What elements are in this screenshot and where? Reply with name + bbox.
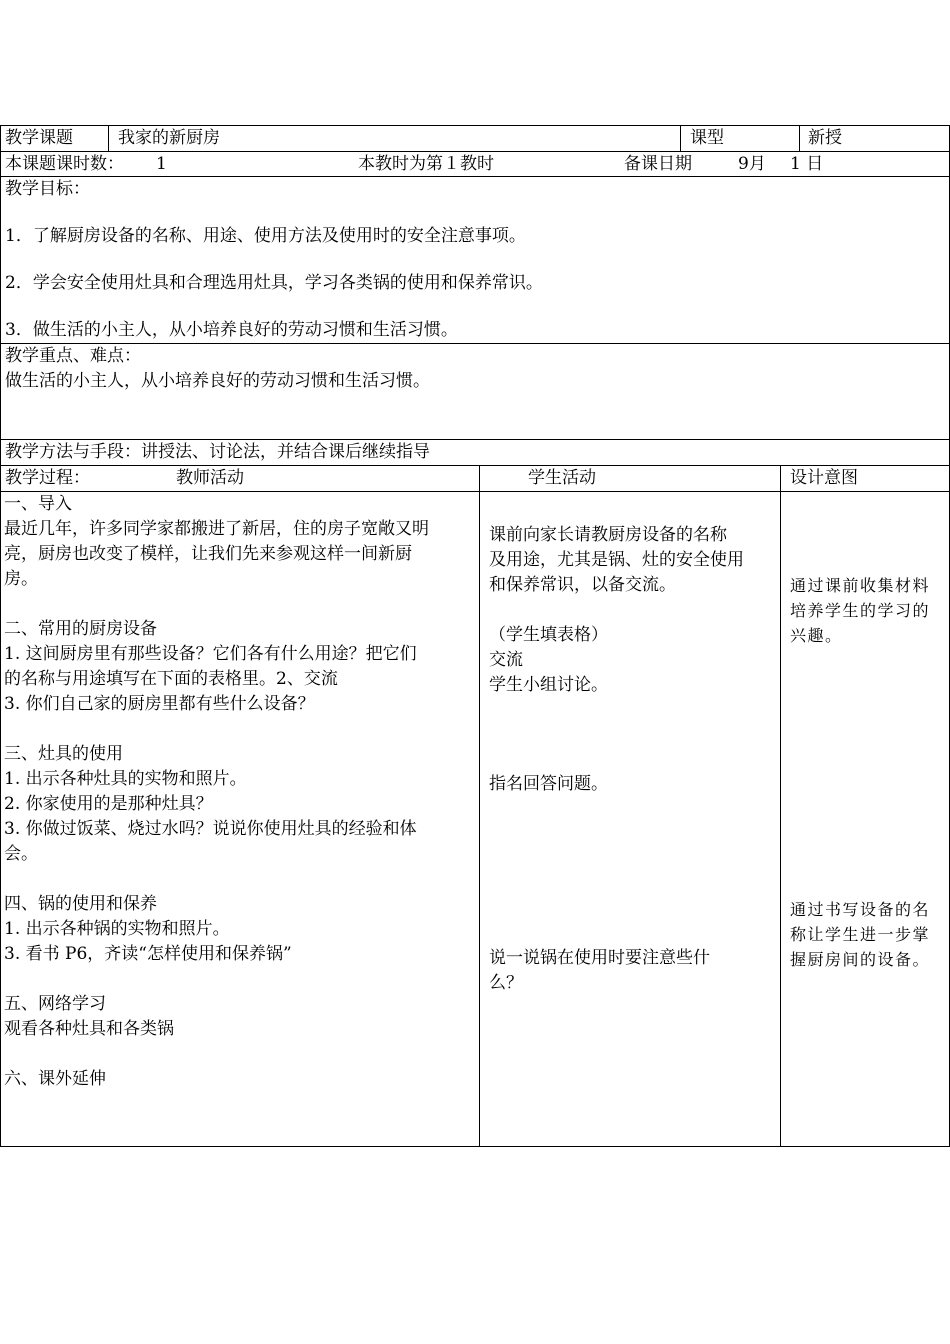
- student-activities-2: 指名回答问题。: [489, 774, 608, 794]
- process-label: 教学过程：: [5, 468, 90, 488]
- col-divider: [799, 125, 800, 151]
- student-activities-3: 说一说锅在使用时要注意些什 么？: [489, 948, 710, 993]
- goal-item: 3．做生活的小主人，从小培养良好的劳动习惯和生活习惯。: [5, 320, 458, 340]
- col-divider: [479, 465, 480, 1147]
- row-divider: [0, 343, 950, 344]
- student-header: 学生活动: [528, 468, 596, 488]
- topic-label: 教学课题: [5, 128, 73, 148]
- key-points-text: 做生活的小主人，从小培养良好的劳动习惯和生活习惯。: [5, 371, 430, 391]
- design-intent-2: 通过书写设备的名 称让学生进一步掌 握厨房间的设备。: [790, 900, 931, 969]
- teacher-activities: 一、导入 最近几年，许多同学家都搬进了新居，住的房子宽敞又明 亮，厨房也改变了模样，让我们先来参观这样一间新厨 房。 二、常用的厨房设备 1. 这间厨房里有那些设备？它们各有什么用途？把它们 的名称与用途填写在下面的表格里。2、交流 3. 你们自己家的厨房里都有些什么设备？ 三、灶具的使用 1. 出示各种灶具的实物和照片。 2. 你家使用的是那种灶具？ 3. 你做过饭菜、烧过水吗？说说你使用灶具的经验和体 会。 四、锅的使用和保养 1. 出示各种锅的实物和照片。 3. 看书 P6，齐读“怎样使用和保养锅” 五、网络学习 观看各种灶具和各类锅 六、课外延伸: [4, 494, 429, 1089]
- session-text: 本教时为第１教时: [358, 154, 494, 174]
- design-intent-1: 通过课前收集材料 培养学生的学习的 兴趣。: [790, 576, 931, 645]
- key-points-title: 教学重点、难点：: [5, 346, 141, 366]
- hours-value: 1: [156, 154, 167, 174]
- goals-title: 教学目标：: [5, 179, 90, 199]
- col-divider: [680, 125, 681, 151]
- teacher-header: 教师活动: [176, 468, 244, 488]
- design-header: 设计意图: [790, 468, 858, 488]
- hours-label: 本课题课时数：: [5, 154, 124, 174]
- goal-item: 2．学会安全使用灶具和合理选用灶具，学习各类锅的使用和保养常识。: [5, 273, 543, 293]
- date-month: 9月: [738, 154, 766, 174]
- type-label: 课型: [690, 128, 724, 148]
- type-value: 新授: [808, 128, 842, 148]
- methods-text: 教学方法与手段：讲授法、讨论法，并结合课后继续指导: [5, 442, 430, 462]
- student-activities-1: 课前向家长请教厨房设备的名称 及用途，尤其是锅、灶的安全使用 和保养常识，以备交流。 （学生填表格） 交流 学生小组讨论。: [489, 525, 744, 695]
- col-divider: [780, 465, 781, 1147]
- goal-item: 1．了解厨房设备的名称、用途、使用方法及使用时的安全注意事项。: [5, 226, 526, 246]
- col-divider: [108, 125, 109, 151]
- date-day: 1 日: [790, 154, 824, 174]
- date-label: 备课日期: [624, 154, 692, 174]
- topic-value: 我家的新厨房: [118, 128, 220, 148]
